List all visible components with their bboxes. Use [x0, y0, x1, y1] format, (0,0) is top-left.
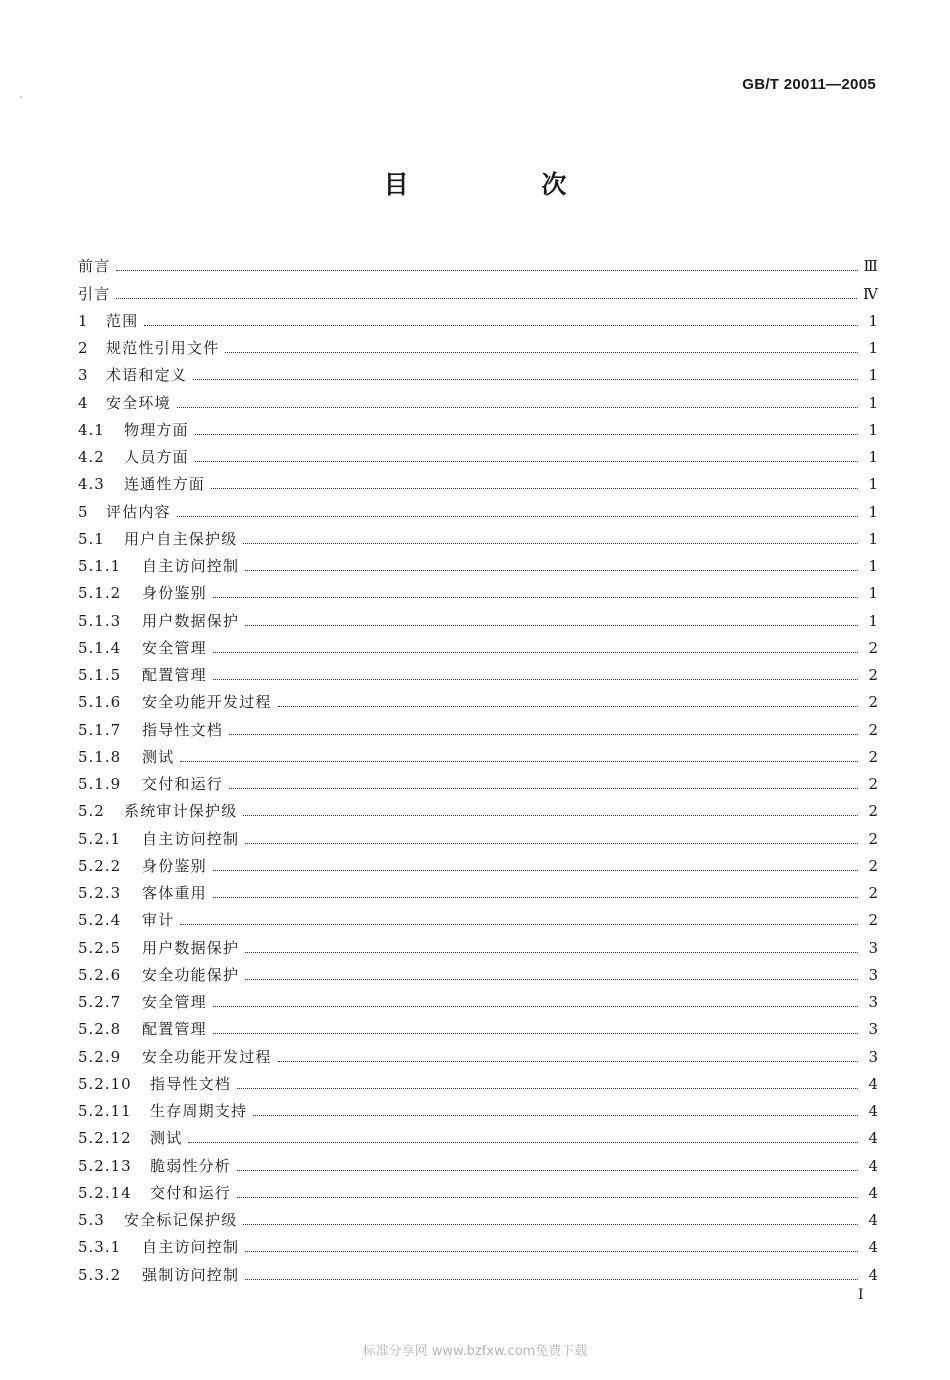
toc-entry-number: 5.3.1	[78, 1238, 122, 1257]
toc-entry[interactable]	[78, 495, 878, 522]
toc-entry-page: 4	[868, 1265, 878, 1284]
toc-entry-number: 5.2.5	[78, 938, 122, 957]
toc-entry-number: 5.2	[78, 802, 105, 821]
toc-entry-page: 1	[868, 420, 878, 439]
toc-entry-number: 5.2.11	[78, 1102, 132, 1120]
toc-entry-number: 5.1.1	[78, 557, 122, 575]
toc-entry[interactable]	[78, 1122, 878, 1149]
toc-entry[interactable]	[78, 386, 878, 413]
toc-entry-page: 4	[868, 1211, 878, 1229]
toc-entry-label: 安全功能开发过程	[142, 1047, 272, 1066]
toc-entry-page: 3	[868, 993, 878, 1011]
toc-entry[interactable]	[78, 305, 878, 332]
toc-entry-page: 4	[868, 1156, 878, 1175]
toc-entry-label: 客体重用	[142, 884, 207, 902]
toc-entry-label: 身份鉴别	[142, 584, 207, 603]
toc-entry-page: 2	[868, 911, 878, 930]
dot-leader	[213, 652, 858, 653]
toc-entry-label: 系统审计保护级	[124, 802, 238, 821]
dot-leader	[245, 979, 858, 980]
toc-entry-number: 5.1.6	[78, 693, 122, 712]
toc-entry-label: 引言	[78, 284, 111, 303]
toc-entry-label: 自主访问控制	[142, 1238, 240, 1257]
toc-entry-label: 配置管理	[142, 1020, 207, 1039]
dot-leader	[245, 952, 858, 953]
dot-leader	[245, 1251, 858, 1252]
toc-entry-page: 1	[868, 611, 878, 630]
dot-leader	[116, 298, 857, 299]
toc-entry-number: 5.1.9	[78, 775, 122, 793]
dot-leader	[229, 788, 858, 789]
toc-entry-number: 5.1.2	[78, 584, 122, 603]
toc-entry-number: 5.1.8	[78, 747, 122, 766]
dot-leader	[213, 897, 858, 898]
toc-entry[interactable]	[78, 931, 878, 958]
toc-entry[interactable]	[78, 768, 878, 795]
dot-leader	[213, 1006, 858, 1007]
toc-entry-label: 测试	[150, 1129, 183, 1148]
dot-leader	[193, 379, 858, 380]
toc-entry[interactable]	[78, 1149, 878, 1176]
toc-entry-page: 1	[868, 502, 878, 521]
toc-entry-page: 1	[868, 475, 878, 494]
toc-entry-number: 5.2.4	[78, 911, 122, 930]
toc-entry[interactable]	[78, 468, 878, 495]
toc-entry-label: 物理方面	[124, 420, 189, 439]
toc-entry-label: 安全管理	[142, 638, 207, 657]
toc-entry-label: 生存周期支持	[150, 1102, 248, 1120]
dot-leader	[225, 352, 858, 353]
toc-entry-label: 用户数据保护	[142, 938, 240, 957]
toc-entry[interactable]	[78, 686, 878, 713]
toc-entry-label: 范围	[106, 311, 139, 330]
standard-code: GB/T 20011—2005	[742, 76, 876, 93]
toc-entry-number: 5.3	[78, 1211, 105, 1229]
toc-entry-number: 5.2.1	[78, 829, 122, 848]
toc-entry-label: 评估内容	[106, 502, 171, 521]
toc-entry-number: 5.2.7	[78, 993, 122, 1011]
toc-entry-label: 自主访问控制	[142, 829, 240, 848]
toc-entry-number: 1	[78, 311, 89, 330]
dot-leader	[237, 1088, 858, 1089]
toc-entry-number: 5.2.9	[78, 1047, 122, 1066]
dot-leader	[195, 434, 858, 435]
toc-entry-label: 身份鉴别	[142, 856, 207, 875]
toc-entry-number: 4.3	[78, 475, 105, 494]
dot-leader	[278, 1061, 858, 1062]
page-number: I	[858, 1287, 864, 1303]
toc-entry-page: 2	[868, 693, 878, 712]
toc-entry-label: 安全管理	[142, 993, 207, 1011]
toc-entry-page: 3	[868, 965, 878, 984]
dot-leader	[213, 679, 858, 680]
toc-entry-label: 人员方面	[124, 448, 189, 466]
toc-entry-page: 1	[868, 448, 878, 466]
toc-entry[interactable]	[78, 850, 878, 877]
toc-entry-label: 强制访问控制	[142, 1265, 240, 1284]
toc-entry-page: 1	[868, 393, 878, 412]
toc-entry-number: 5.1.4	[78, 638, 122, 657]
dot-leader	[188, 1142, 858, 1143]
toc-entry-page: 4	[868, 1183, 878, 1202]
dot-leader	[213, 597, 858, 598]
toc-entry-label: 用户数据保护	[142, 611, 240, 630]
dot-leader	[229, 734, 858, 735]
toc-entry[interactable]	[78, 795, 878, 822]
toc-entry-number: 5.1.3	[78, 611, 122, 630]
toc-entry[interactable]	[78, 550, 878, 577]
dot-leader	[243, 815, 858, 816]
toc-entry-page: 4	[868, 1129, 878, 1148]
toc-entry-label: 指导性文档	[150, 1074, 232, 1093]
toc-entry[interactable]	[78, 1231, 878, 1258]
toc-entry-label: 连通性方面	[124, 475, 206, 494]
toc-entry-number: 5.2.2	[78, 856, 122, 875]
toc-entry-label: 术语和定义	[106, 366, 188, 385]
toc-entry-page: 2	[868, 666, 878, 684]
toc-entry[interactable]	[78, 523, 878, 550]
toc-entry-number: 5.2.12	[78, 1129, 132, 1148]
dot-leader	[278, 706, 858, 707]
toc-entry-page: 3	[868, 1047, 878, 1066]
toc-entry-label: 规范性引用文件	[106, 339, 220, 357]
toc-entry-page: 1	[868, 366, 878, 385]
toc-entry[interactable]	[78, 1204, 878, 1231]
toc-entry[interactable]	[78, 277, 878, 304]
toc-entry-page: 2	[868, 747, 878, 766]
dot-leader	[211, 488, 858, 489]
toc-entry[interactable]	[78, 1013, 878, 1040]
toc-entry-number: 5.1.7	[78, 720, 122, 739]
toc-entry-label: 交付和运行	[150, 1183, 232, 1202]
toc-entry-label: 安全环境	[106, 393, 171, 412]
toc-entry-page: 4	[868, 1102, 878, 1120]
toc-entry-label: 安全功能开发过程	[142, 693, 272, 712]
toc-entry[interactable]	[78, 741, 878, 768]
toc-entry[interactable]	[78, 1040, 878, 1067]
toc-entry[interactable]	[78, 904, 878, 931]
toc-entry[interactable]	[78, 1068, 878, 1095]
toc-entry[interactable]	[78, 632, 878, 659]
toc-entry[interactable]	[78, 1095, 878, 1122]
dot-leader	[144, 325, 858, 326]
toc-entry-page: 2	[868, 856, 878, 875]
toc-entry[interactable]	[78, 577, 878, 604]
scan-speck	[20, 96, 22, 98]
toc-entry-page: 1	[868, 311, 878, 330]
toc-entry-number: 3	[78, 366, 89, 385]
toc-entry-label: 指导性文档	[142, 720, 224, 739]
dot-leader	[253, 1115, 858, 1116]
dot-leader	[177, 516, 858, 517]
toc-entry[interactable]	[78, 986, 878, 1013]
toc-entry-page: 2	[868, 638, 878, 657]
footer-watermark: 标准分享网 www.bzfxw.com免费下载	[362, 1344, 588, 1359]
dot-leader	[177, 407, 858, 408]
toc-entry-page: 4	[868, 1074, 878, 1093]
toc-entry-number: 5.2.10	[78, 1074, 132, 1093]
dot-leader	[180, 761, 858, 762]
toc-entry[interactable]	[78, 359, 878, 386]
toc-entry-number: 5.2.14	[78, 1183, 132, 1202]
toc-entry[interactable]	[78, 604, 878, 631]
toc-entry-label: 脆弱性分析	[150, 1156, 232, 1175]
toc-entry[interactable]	[78, 441, 878, 468]
toc-entry-page: 1	[868, 584, 878, 603]
toc-entry-page: Ⅳ	[863, 284, 878, 303]
toc-entry-page: Ⅲ	[863, 257, 878, 276]
toc-entry-page: 3	[868, 1020, 878, 1039]
dot-leader	[245, 843, 858, 844]
toc-entry-number: 5	[78, 502, 89, 521]
toc-entry-number: 5.2.3	[78, 884, 122, 902]
dot-leader	[213, 1033, 858, 1034]
toc-entry-page: 1	[868, 529, 878, 548]
dot-leader	[243, 1224, 858, 1225]
dot-leader	[243, 543, 858, 544]
toc-entry[interactable]	[78, 332, 878, 359]
toc-entry-label: 安全标记保护级	[124, 1211, 238, 1229]
toc-entry[interactable]	[78, 1177, 878, 1204]
page-title: 目 次	[383, 170, 629, 199]
toc-entry-label: 测试	[142, 747, 175, 766]
dot-leader	[237, 1197, 858, 1198]
toc-entry[interactable]	[78, 250, 878, 277]
toc-entry[interactable]	[78, 713, 878, 740]
dot-leader	[245, 570, 858, 571]
dot-leader	[245, 1279, 858, 1280]
toc-entry-number: 5.1.5	[78, 666, 122, 684]
dot-leader	[237, 1170, 858, 1171]
table-of-contents	[78, 250, 878, 1286]
toc-entry-label: 安全功能保护	[142, 965, 240, 984]
toc-entry-label: 审计	[142, 911, 175, 930]
toc-entry-page: 1	[868, 339, 878, 357]
toc-entry-number: 5.2.8	[78, 1020, 122, 1039]
toc-entry-number: 5.2.13	[78, 1156, 132, 1175]
toc-entry-label: 交付和运行	[142, 775, 224, 793]
toc-entry[interactable]	[78, 659, 878, 686]
dot-leader	[116, 270, 857, 271]
toc-entry[interactable]	[78, 414, 878, 441]
toc-entry-label: 前言	[78, 257, 111, 276]
toc-entry-page: 3	[868, 938, 878, 957]
toc-entry-number: 4.1	[78, 420, 105, 439]
toc-entry-number: 4.2	[78, 448, 105, 466]
dot-leader	[245, 625, 858, 626]
toc-entry-page: 1	[868, 557, 878, 575]
toc-entry-label: 用户自主保护级	[124, 529, 238, 548]
toc-entry[interactable]	[78, 959, 878, 986]
toc-entry-page: 2	[868, 829, 878, 848]
toc-entry-label: 自主访问控制	[142, 557, 240, 575]
toc-entry-page: 2	[868, 802, 878, 821]
toc-entry-number: 4	[78, 393, 89, 412]
toc-entry[interactable]	[78, 822, 878, 849]
toc-entry-number: 2	[78, 339, 89, 357]
dot-leader	[180, 924, 858, 925]
toc-entry-page: 2	[868, 720, 878, 739]
toc-entry[interactable]	[78, 877, 878, 904]
toc-entry-page: 4	[868, 1238, 878, 1257]
toc-entry-page: 2	[868, 775, 878, 793]
toc-entry-number: 5.3.2	[78, 1265, 122, 1284]
dot-leader	[213, 870, 858, 871]
toc-entry[interactable]	[78, 1258, 878, 1285]
toc-entry-label: 配置管理	[142, 666, 207, 684]
toc-entry-number: 5.1	[78, 529, 105, 548]
toc-entry-page: 2	[868, 884, 878, 902]
toc-entry-number: 5.2.6	[78, 965, 122, 984]
dot-leader	[195, 461, 858, 462]
